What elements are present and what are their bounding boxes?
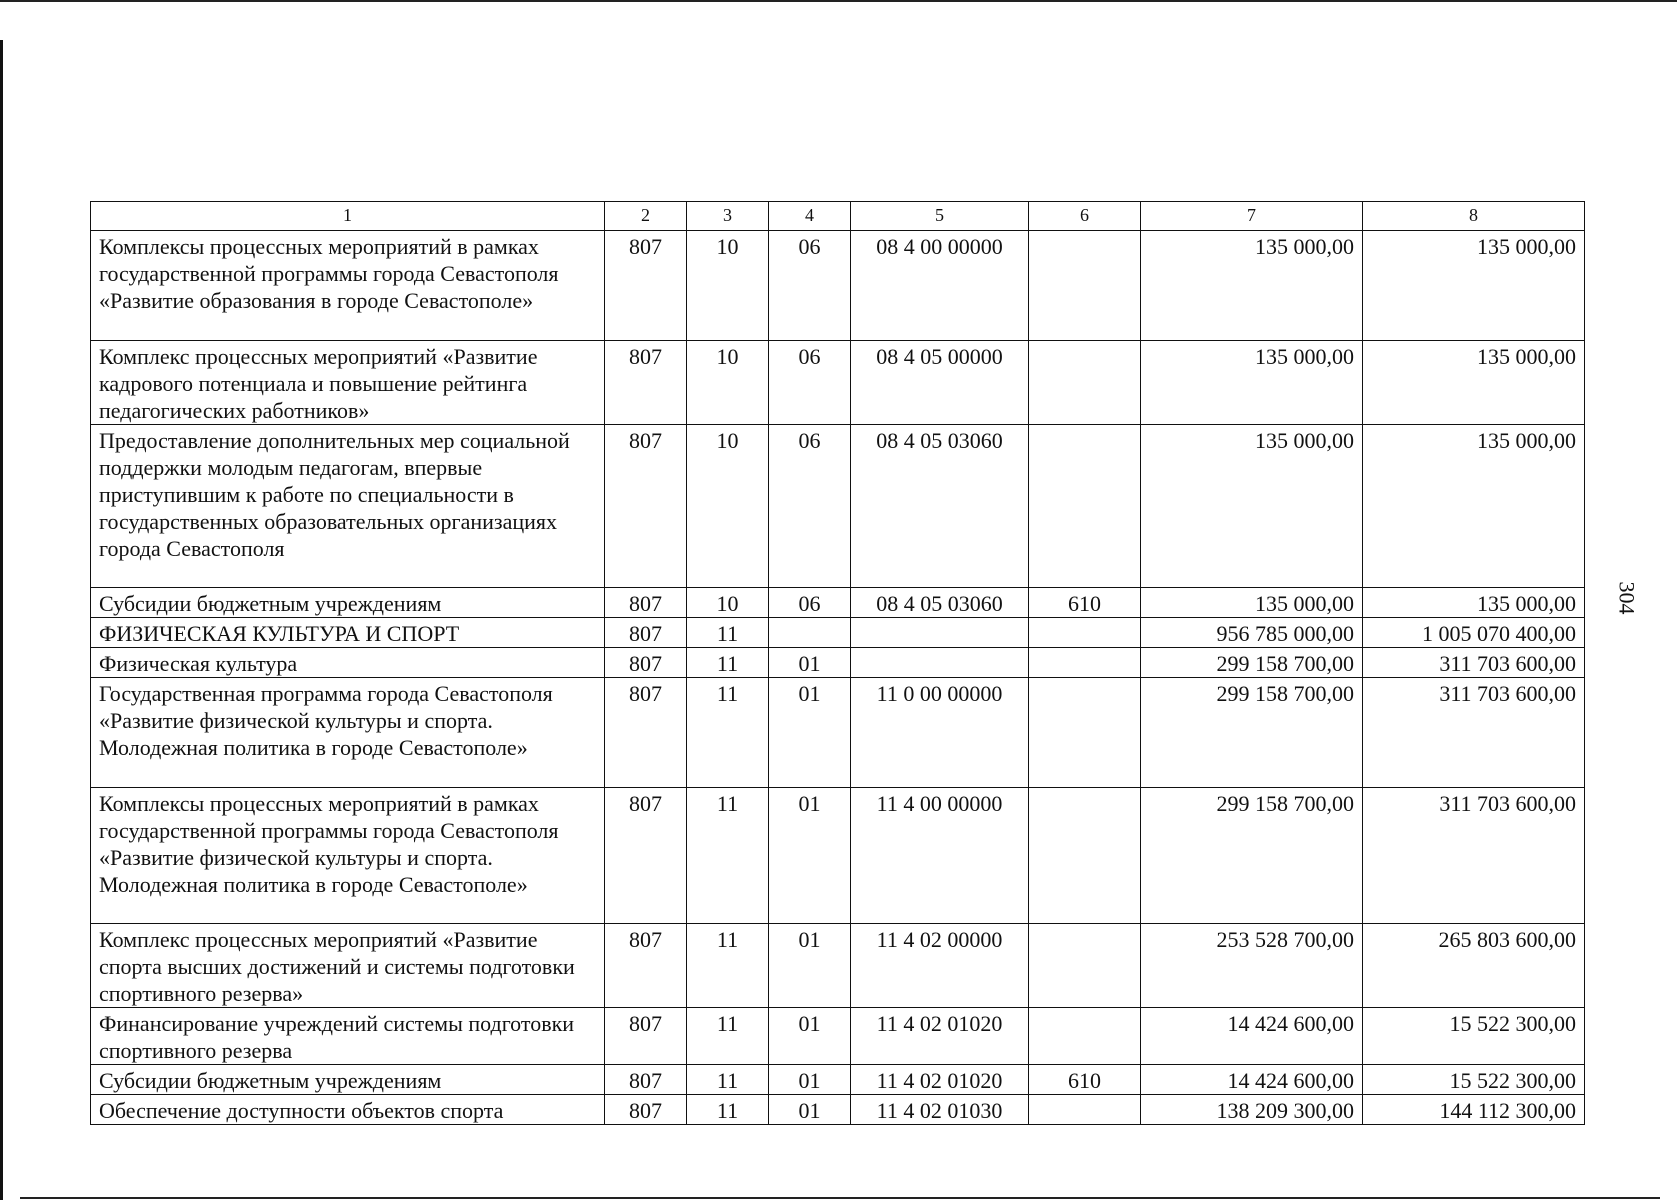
cell-code-2: 807 xyxy=(605,231,687,341)
column-header: 2 xyxy=(605,202,687,231)
cell-code-5: 11 4 02 01030 xyxy=(851,1095,1029,1125)
cell-code-5 xyxy=(851,648,1029,678)
row-name: Комплексы процессных мероприятий в рамках государственной программы города Севастополя «Развитие образования в городе Севастополе» xyxy=(91,231,605,341)
cell-code-2: 807 xyxy=(605,341,687,425)
cell-code-4 xyxy=(769,618,851,648)
cell-code-3: 10 xyxy=(687,341,769,425)
column-number-row xyxy=(91,202,1585,231)
cell-code-2: 807 xyxy=(605,425,687,588)
cell-code-5 xyxy=(851,618,1029,648)
cell-amount-8: 15 522 300,00 xyxy=(1363,1008,1585,1065)
row-name: Комплекс процессных мероприятий «Развитие спорта высших достижений и системы подготовки спортивного резерва» xyxy=(91,924,605,1008)
cell-code-6: 610 xyxy=(1029,588,1141,618)
cell-code-3: 11 xyxy=(687,788,769,924)
cell-amount-7: 956 785 000,00 xyxy=(1141,618,1363,648)
scan-left-edge xyxy=(0,40,3,1200)
cell-amount-8: 135 000,00 xyxy=(1363,588,1585,618)
cell-code-5: 08 4 05 00000 xyxy=(851,341,1029,425)
cell-amount-8: 1 005 070 400,00 xyxy=(1363,618,1585,648)
cell-code-6 xyxy=(1029,341,1141,425)
column-header: 7 xyxy=(1141,202,1363,231)
table-row xyxy=(91,1095,1585,1125)
row-name: Государственная программа города Севастополя «Развитие физической культуры и спорта. Молодежная политика в городе Севастополе» xyxy=(91,678,605,788)
cell-amount-7: 138 209 300,00 xyxy=(1141,1095,1363,1125)
row-name: Обеспечение доступности объектов спорта xyxy=(91,1095,605,1125)
column-header: 8 xyxy=(1363,202,1585,231)
cell-code-2: 807 xyxy=(605,678,687,788)
cell-code-3: 11 xyxy=(687,678,769,788)
cell-code-2: 807 xyxy=(605,1065,687,1095)
table-row xyxy=(91,618,1585,648)
cell-amount-8: 311 703 600,00 xyxy=(1363,678,1585,788)
cell-code-6 xyxy=(1029,788,1141,924)
cell-code-3: 11 xyxy=(687,924,769,1008)
cell-code-4: 01 xyxy=(769,924,851,1008)
cell-amount-8: 15 522 300,00 xyxy=(1363,1065,1585,1095)
cell-code-2: 807 xyxy=(605,1008,687,1065)
cell-code-4: 01 xyxy=(769,648,851,678)
cell-code-3: 11 xyxy=(687,1095,769,1125)
cell-amount-7: 299 158 700,00 xyxy=(1141,678,1363,788)
cell-code-4: 06 xyxy=(769,231,851,341)
table-row xyxy=(91,788,1585,924)
cell-amount-7: 135 000,00 xyxy=(1141,588,1363,618)
cell-code-6 xyxy=(1029,618,1141,648)
cell-code-2: 807 xyxy=(605,788,687,924)
cell-amount-8: 135 000,00 xyxy=(1363,231,1585,341)
row-name: Комплекс процессных мероприятий «Развитие кадрового потенциала и повышение рейтинга педагогических работников» xyxy=(91,341,605,425)
cell-code-6 xyxy=(1029,231,1141,341)
cell-code-3: 10 xyxy=(687,231,769,341)
cell-code-4: 01 xyxy=(769,1008,851,1065)
column-header: 1 xyxy=(91,202,605,231)
cell-code-2: 807 xyxy=(605,618,687,648)
cell-code-3: 11 xyxy=(687,1065,769,1095)
cell-code-5: 11 0 00 00000 xyxy=(851,678,1029,788)
cell-amount-7: 14 424 600,00 xyxy=(1141,1065,1363,1095)
cell-code-5: 11 4 02 00000 xyxy=(851,924,1029,1008)
table-row xyxy=(91,924,1585,1008)
table-row xyxy=(91,341,1585,425)
cell-code-4: 01 xyxy=(769,1095,851,1125)
table-row xyxy=(91,588,1585,618)
cell-amount-8: 311 703 600,00 xyxy=(1363,648,1585,678)
cell-code-3: 11 xyxy=(687,618,769,648)
row-name: Субсидии бюджетным учреждениям xyxy=(91,588,605,618)
cell-code-5: 08 4 05 03060 xyxy=(851,588,1029,618)
column-header: 3 xyxy=(687,202,769,231)
cell-code-5: 11 4 00 00000 xyxy=(851,788,1029,924)
budget-table xyxy=(90,201,1585,1125)
cell-code-4: 01 xyxy=(769,1065,851,1095)
cell-code-3: 10 xyxy=(687,588,769,618)
cell-code-2: 807 xyxy=(605,588,687,618)
cell-amount-8: 135 000,00 xyxy=(1363,341,1585,425)
cell-amount-7: 135 000,00 xyxy=(1141,341,1363,425)
cell-code-4: 01 xyxy=(769,678,851,788)
cell-amount-7: 299 158 700,00 xyxy=(1141,788,1363,924)
cell-code-2: 807 xyxy=(605,648,687,678)
table-row xyxy=(91,1065,1585,1095)
row-name: Предоставление дополнительных мер социальной поддержки молодым педагогам, впервые приступившим к работе по специальности в государственных образовательных организациях города Севастополя xyxy=(91,425,605,588)
cell-code-3: 11 xyxy=(687,648,769,678)
cell-code-6 xyxy=(1029,1095,1141,1125)
cell-amount-8: 311 703 600,00 xyxy=(1363,788,1585,924)
cell-amount-7: 135 000,00 xyxy=(1141,231,1363,341)
row-name: Физическая культура xyxy=(91,648,605,678)
column-header: 4 xyxy=(769,202,851,231)
cell-amount-8: 144 112 300,00 xyxy=(1363,1095,1585,1125)
cell-code-6 xyxy=(1029,648,1141,678)
row-name: Комплексы процессных мероприятий в рамках государственной программы города Севастополя «Развитие физической культуры и спорта. Молодежная политика в городе Севастополе» xyxy=(91,788,605,924)
column-header: 6 xyxy=(1029,202,1141,231)
cell-code-6 xyxy=(1029,425,1141,588)
cell-code-6: 610 xyxy=(1029,1065,1141,1095)
cell-code-6 xyxy=(1029,678,1141,788)
table-row xyxy=(91,648,1585,678)
table-row xyxy=(91,1008,1585,1065)
cell-code-2: 807 xyxy=(605,924,687,1008)
cell-code-4: 06 xyxy=(769,425,851,588)
cell-amount-7: 299 158 700,00 xyxy=(1141,648,1363,678)
cell-code-6 xyxy=(1029,1008,1141,1065)
scan-top-edge xyxy=(0,0,1677,2)
cell-amount-7: 14 424 600,00 xyxy=(1141,1008,1363,1065)
cell-code-5: 11 4 02 01020 xyxy=(851,1065,1029,1095)
row-name: Субсидии бюджетным учреждениям xyxy=(91,1065,605,1095)
cell-code-2: 807 xyxy=(605,1095,687,1125)
page-number: 304 xyxy=(1614,581,1640,615)
scan-bottom-edge xyxy=(20,1197,1660,1199)
cell-code-3: 11 xyxy=(687,1008,769,1065)
cell-code-3: 10 xyxy=(687,425,769,588)
cell-amount-8: 135 000,00 xyxy=(1363,425,1585,588)
cell-code-5: 11 4 02 01020 xyxy=(851,1008,1029,1065)
table-row xyxy=(91,678,1585,788)
cell-code-4: 06 xyxy=(769,341,851,425)
cell-code-4: 01 xyxy=(769,788,851,924)
cell-code-4: 06 xyxy=(769,588,851,618)
cell-amount-8: 265 803 600,00 xyxy=(1363,924,1585,1008)
cell-amount-7: 253 528 700,00 xyxy=(1141,924,1363,1008)
cell-code-5: 08 4 05 03060 xyxy=(851,425,1029,588)
table-row xyxy=(91,231,1585,341)
row-name: ФИЗИЧЕСКАЯ КУЛЬТУРА И СПОРТ xyxy=(91,618,605,648)
table-row xyxy=(91,425,1585,588)
row-name: Финансирование учреждений системы подготовки спортивного резерва xyxy=(91,1008,605,1065)
cell-code-6 xyxy=(1029,924,1141,1008)
column-header: 5 xyxy=(851,202,1029,231)
cell-code-5: 08 4 00 00000 xyxy=(851,231,1029,341)
cell-amount-7: 135 000,00 xyxy=(1141,425,1363,588)
